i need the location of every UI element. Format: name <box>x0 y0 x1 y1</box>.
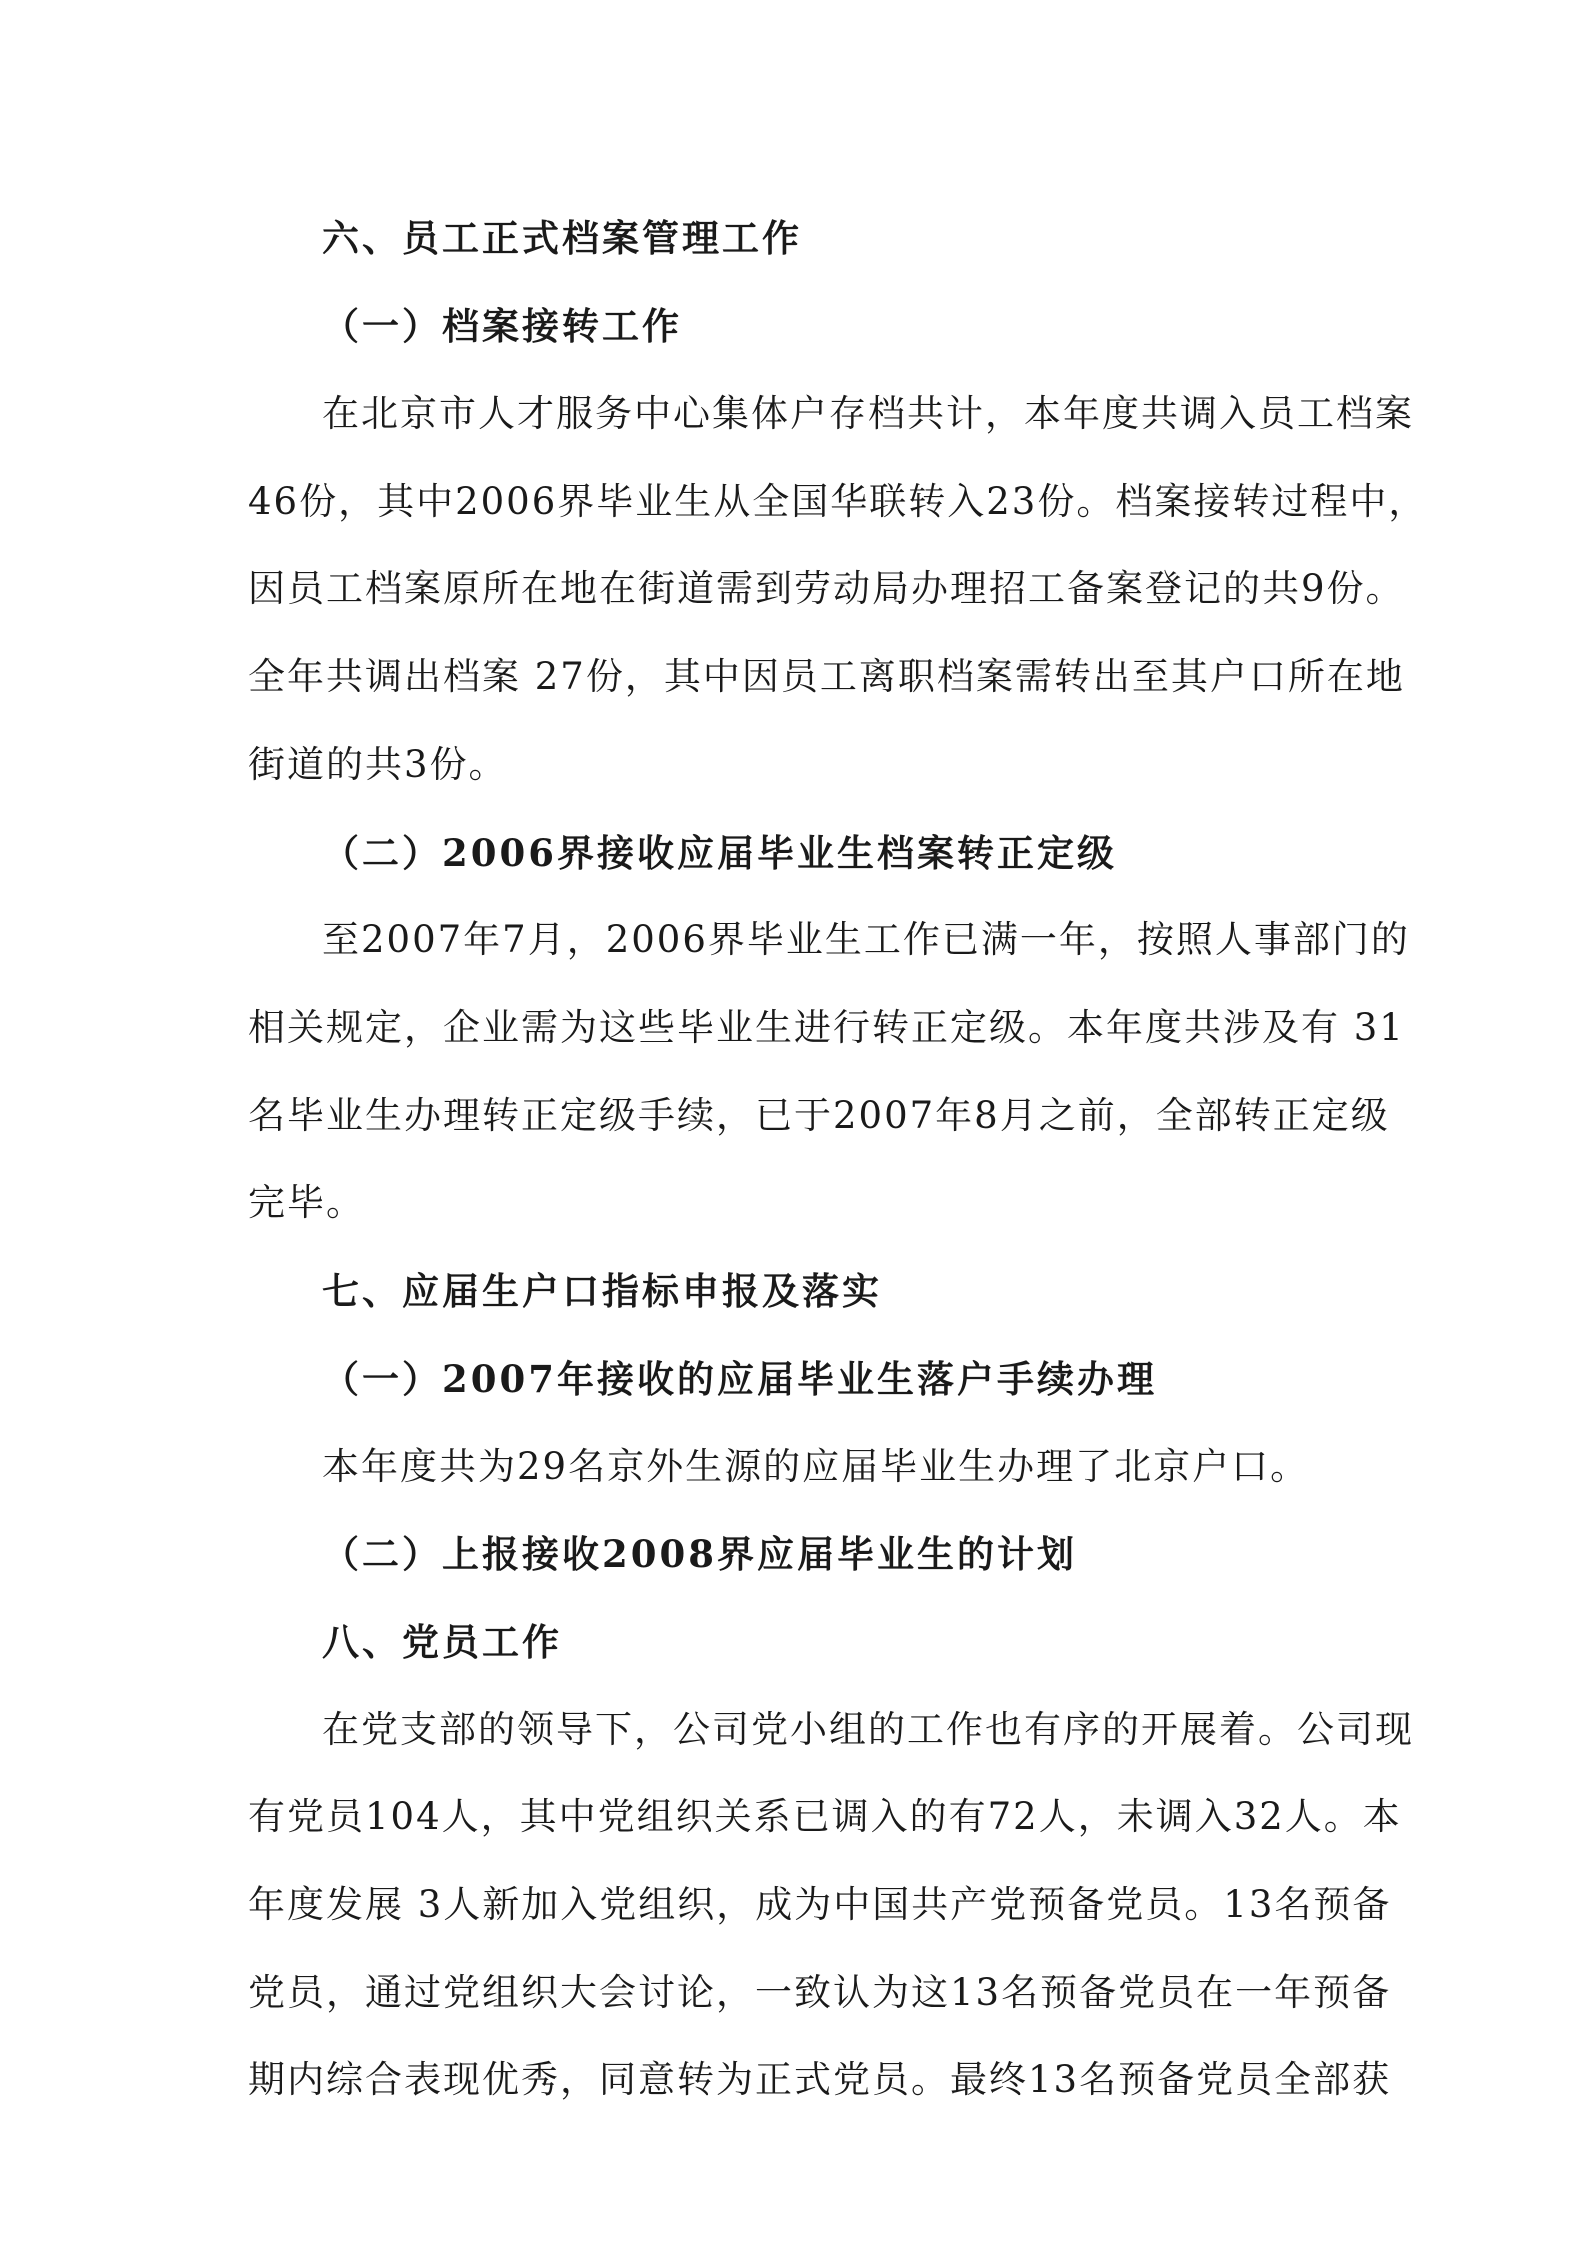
section-heading-party: 八、党员工作 <box>322 1620 562 1664</box>
paragraph-line: 街道的共3份。 <box>248 743 508 786</box>
paragraph-line: 名毕业生办理转正定级手续，已于2007年8月之前，全部转正定级 <box>248 1094 1390 1137</box>
paragraph-line: 有党员104人，其中党组织关系已调入的有72人，未调入32人。本 <box>248 1795 1402 1838</box>
paragraph-line: 全年共调出档案 27份，其中因员工离职档案需转出至其户口所在地 <box>248 655 1405 698</box>
paragraph-line: 因员工档案原所在地在街道需到劳动局办理招工备案登记的共9份。 <box>248 567 1405 610</box>
paragraph-line: 至2007年7月，2006界毕业生工作已满一年，按照人事部门的 <box>322 918 1410 961</box>
section-heading-archives: 六、员工正式档案管理工作 <box>322 216 802 260</box>
paragraph-line: 相关规定，企业需为这些毕业生进行转正定级。本年度共涉及有 31 <box>248 1006 1405 1049</box>
paragraph-line: 完毕。 <box>248 1181 365 1224</box>
paragraph-line: 在北京市人才服务中心集体户存档共计，本年度共调入员工档案 <box>322 392 1414 435</box>
subheading-archive-transfer: （一）档案接转工作 <box>322 304 682 348</box>
paragraph-line: 在党支部的领导下，公司党小组的工作也有序的开展着。公司现 <box>322 1708 1414 1751</box>
paragraph-line: 本年度共为29名京外生源的应届毕业生办理了北京户口。 <box>322 1445 1310 1488</box>
paragraph-line: 46份，其中2006界毕业生从全国华联转入23份。档案接转过程中， <box>248 480 1428 523</box>
subheading-graduate-regularization: （二）2006界接收应届毕业生档案转正定级 <box>322 831 1117 875</box>
section-heading-hukou: 七、应届生户口指标申报及落实 <box>322 1269 882 1313</box>
subheading-plan-2008: （二）上报接收2008界应届毕业生的计划 <box>322 1532 1077 1576</box>
paragraph-line: 年度发展 3人新加入党组织，成为中国共产党预备党员。13名预备 <box>248 1883 1392 1926</box>
subheading-hukou-2007: （一）2007年接收的应届毕业生落户手续办理 <box>322 1357 1157 1401</box>
paragraph-line: 期内综合表现优秀，同意转为正式党员。最终13名预备党员全部获 <box>248 2058 1392 2101</box>
paragraph-line: 党员，通过党组织大会讨论，一致认为这13名预备党员在一年预备 <box>248 1971 1392 2014</box>
